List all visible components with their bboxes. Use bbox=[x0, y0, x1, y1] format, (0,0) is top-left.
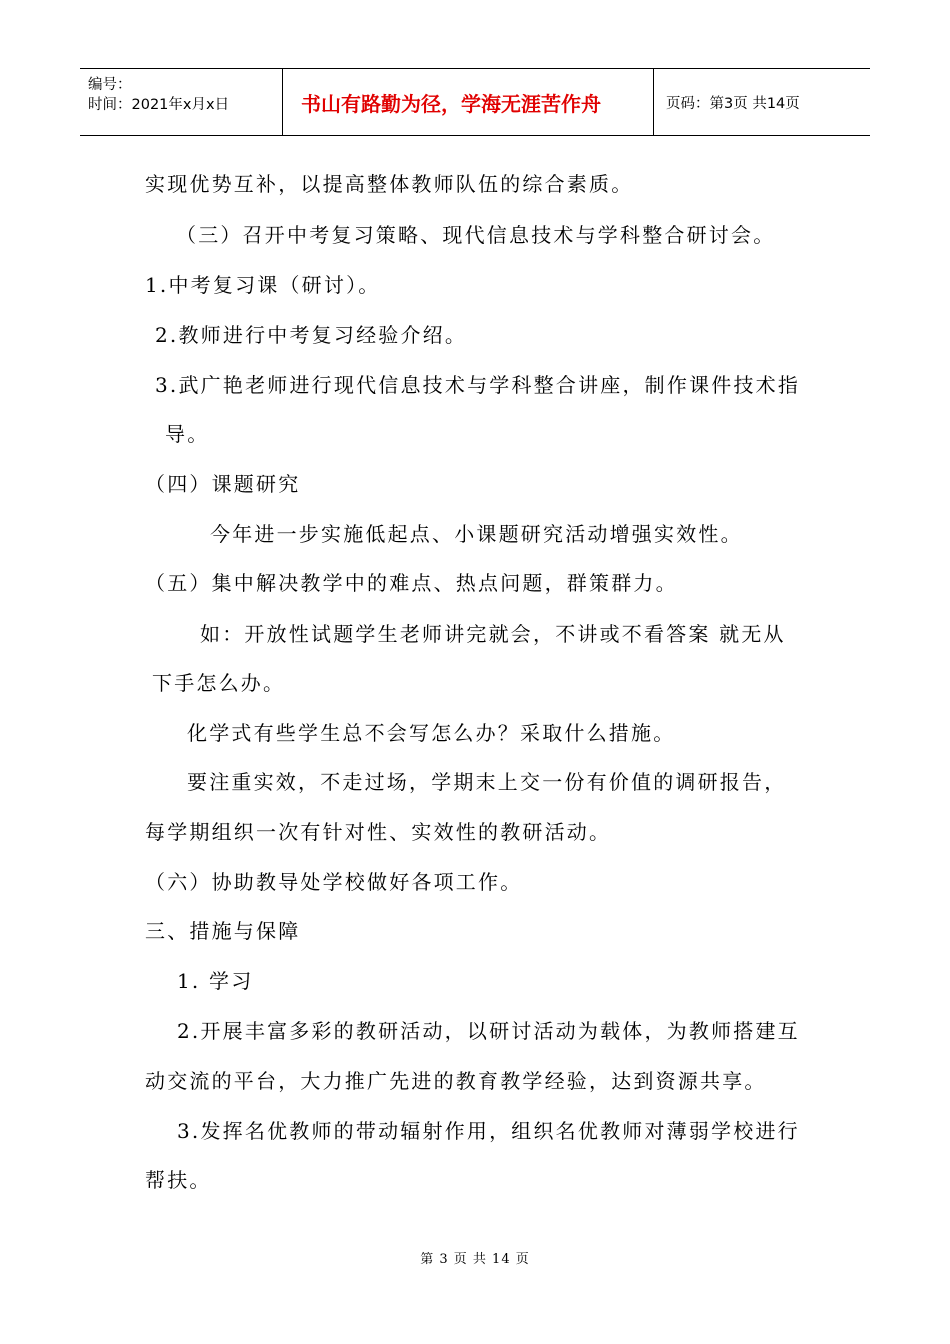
section-heading: （六）协助教导处学校做好各项工作。 bbox=[145, 870, 523, 894]
section-heading: （五）集中解决教学中的难点、热点问题，群策群力。 bbox=[145, 571, 678, 595]
body-line: 如：开放性试题学生老师讲完就会，不讲或不看答案 就无从 bbox=[200, 622, 786, 646]
body-line: 今年进一步实施低起点、小课题研究活动增强实效性。 bbox=[210, 522, 743, 546]
list-item: 2.开展丰富多彩的教研活动，以研讨活动为载体，为教师搭建互 bbox=[177, 1019, 800, 1043]
body-line: 下手怎么办。 bbox=[152, 671, 286, 695]
section-heading: 三、措施与保障 bbox=[145, 919, 301, 943]
body-line: 导。 bbox=[165, 422, 210, 446]
list-item: 1.中考复习课（研讨）。 bbox=[145, 273, 381, 297]
header-page-info: 页码：第3页 共14页 bbox=[666, 95, 800, 112]
body-line: 动交流的平台，大力推广先进的教育教学经验，达到资源共享。 bbox=[145, 1069, 767, 1093]
list-item: 1. 学习 bbox=[177, 969, 254, 993]
list-item: 2.教师进行中考复习经验介绍。 bbox=[155, 323, 468, 347]
document-header bbox=[80, 68, 870, 136]
header-motto: 书山有路勤为径，学海无涯苦作舟 bbox=[283, 69, 654, 135]
section-heading: （三）召开中考复习策略、现代信息技术与学科整合研讨会。 bbox=[176, 223, 776, 247]
body-line: 帮扶。 bbox=[145, 1168, 212, 1192]
body-line: 化学式有些学生总不会写怎么办？采取什么措施。 bbox=[187, 721, 676, 745]
section-heading: （四）课题研究 bbox=[145, 472, 301, 496]
header-meta-cell bbox=[80, 69, 283, 135]
body-line: 要注重实效，不走过场，学期末上交一份有价值的调研报告， bbox=[187, 770, 787, 794]
list-item: 3.武广艳老师进行现代信息技术与学科整合讲座，制作课件技术指 bbox=[155, 373, 801, 397]
list-item: 3.发挥名优教师的带动辐射作用，组织名优教师对薄弱学校进行 bbox=[177, 1119, 800, 1143]
body-line: 每学期组织一次有针对性、实效性的教研活动。 bbox=[145, 820, 612, 844]
document-time-label: 时间：2021年x月x日 bbox=[88, 97, 230, 113]
page-footer: 第 3 页 共 14 页 bbox=[420, 1252, 530, 1267]
document-number-label: 编号： bbox=[88, 77, 132, 93]
body-line: 实现优势互补，以提高整体教师队伍的综合素质。 bbox=[145, 172, 634, 196]
